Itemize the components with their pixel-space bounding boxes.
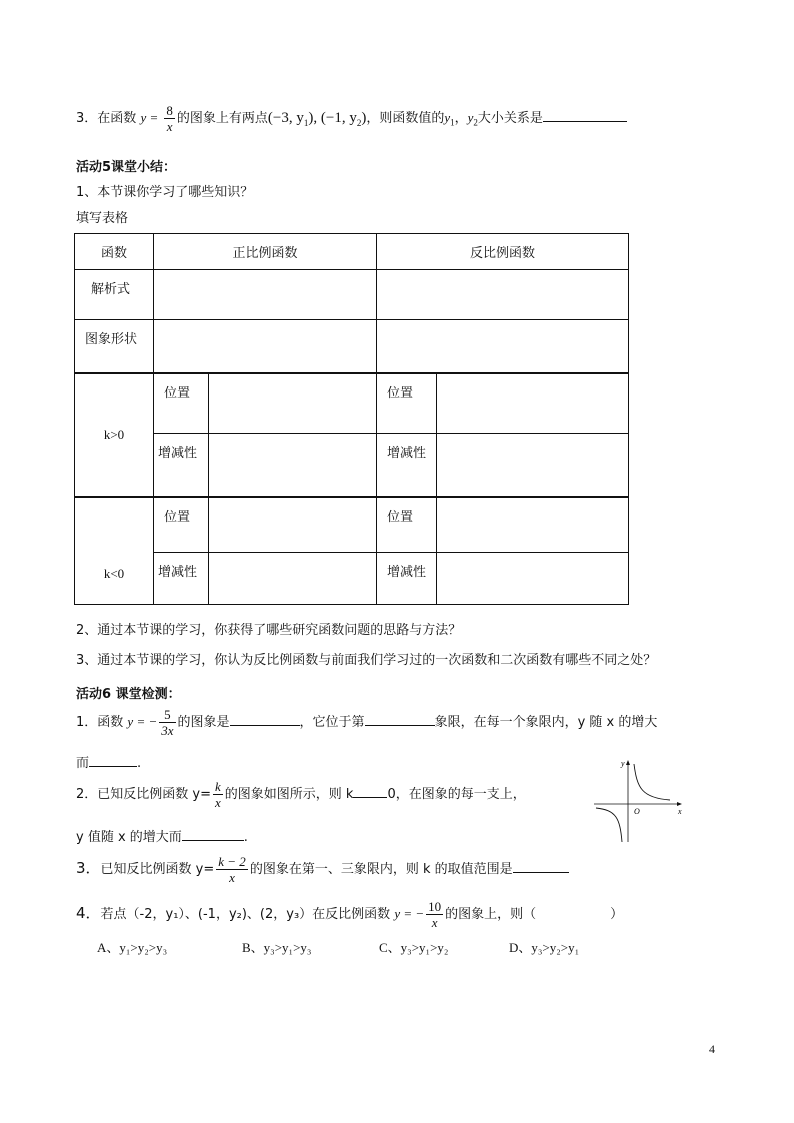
hyperbola-branch-q1 xyxy=(634,764,670,800)
cell-direct-shape[interactable] xyxy=(154,320,377,373)
activity-5-q1: 1、本节课你学习了哪些知识？ xyxy=(76,185,254,200)
inverse-pos-label: 位置 xyxy=(377,373,437,434)
row-shape-label: 图象形状 xyxy=(75,320,154,373)
fraction-k-over-x: $\frac{k}{x}$ xyxy=(215,779,221,810)
hyperbola-branch-q3 xyxy=(596,808,622,842)
cell-direct-pos-kpos[interactable] xyxy=(209,373,377,434)
cell-inverse-pos-kpos[interactable] xyxy=(437,373,629,434)
cell-inverse-mono-kneg[interactable] xyxy=(437,553,629,605)
inverse-pos-label-kneg: 位置 xyxy=(377,497,437,553)
fill-table-label: 填写表格 xyxy=(76,211,129,226)
direct-mono-label-kneg: 增减性 xyxy=(154,553,209,605)
test-question-2-cont: y 值随 x 的增大而 . xyxy=(76,826,248,845)
row-expression-label: 解析式 xyxy=(75,270,154,320)
y-axis-arrow xyxy=(626,760,630,765)
blank-k-sign[interactable] xyxy=(353,784,387,798)
k-negative-label: k<0 xyxy=(75,497,154,605)
comparison-table xyxy=(74,233,629,605)
summary-q2: 2、通过本节课的学习，你获得了哪些研究函数问题的思路与方法？ xyxy=(76,623,462,638)
blank-graph-type[interactable] xyxy=(230,712,300,726)
blank-trend[interactable] xyxy=(89,753,137,767)
option-b[interactable]: B、y₃>y₁>y₃ xyxy=(242,940,312,955)
cell-inverse-shape[interactable] xyxy=(377,320,629,373)
x-axis-arrow xyxy=(677,802,682,806)
header-function: 函数 xyxy=(75,234,154,270)
activity-6-title: 活动6 课堂检测： xyxy=(76,687,181,702)
summary-q3: 3、通过本节课的学习，你认为反比例函数与前面我们学习过的一次函数和二次函数有哪些不同之处？ xyxy=(76,653,657,668)
graph-origin-label: O xyxy=(634,807,640,816)
fraction-8-over-x: $\frac{8}{x}$ xyxy=(166,103,173,134)
header-direct-proportion: 正比例函数 xyxy=(154,234,377,270)
option-a[interactable]: A、y₁>y₂>y₃ xyxy=(97,940,168,955)
hyperbola-graph xyxy=(590,756,690,844)
blank-k-range[interactable] xyxy=(513,859,569,873)
cell-direct-mono-kneg[interactable] xyxy=(209,553,377,605)
direct-pos-label: 位置 xyxy=(154,373,209,434)
option-d[interactable]: D、y₃>y₂>y₁ xyxy=(509,940,580,955)
blank-quadrant[interactable] xyxy=(365,712,435,726)
question-3-top: 3．在函数 y = $\frac{8}{x}$ 的图象上有两点(−3, $y_1$), (−1, $y_2$)，则函数值的$y_1$，$y_2$大小关系是 xyxy=(76,104,627,133)
cell-direct-mono-kpos[interactable] xyxy=(209,434,377,497)
graph-x-label: x xyxy=(678,807,682,816)
graph-y-label: y xyxy=(621,759,625,768)
cell-inverse-expression[interactable] xyxy=(377,270,629,320)
inverse-mono-label: 增减性 xyxy=(377,434,437,497)
header-inverse-proportion: 反比例函数 xyxy=(377,234,629,270)
cell-inverse-pos-kneg[interactable] xyxy=(437,497,629,553)
fraction-k-minus-2-over-x: $\frac{k - 2}{x}$ xyxy=(218,854,246,885)
activity-5-title: 活动5课堂小结： xyxy=(76,160,177,175)
blank-y-trend[interactable] xyxy=(182,827,244,841)
page-number: 4 xyxy=(709,1042,715,1056)
direct-mono-label: 增减性 xyxy=(154,434,209,497)
fraction-10-over-x: $\frac{10}{x}$ xyxy=(428,899,442,930)
cell-direct-pos-kneg[interactable] xyxy=(209,497,377,553)
answer-blank[interactable] xyxy=(543,108,627,122)
test-question-2: 2．已知反比例函数 y= $\frac{k}{x}$ 的图象如图所示，则 k 0，在图象的每一支上， xyxy=(76,779,526,810)
cell-inverse-mono-kpos[interactable] xyxy=(437,434,629,497)
test-question-1-cont: 而 . xyxy=(76,752,141,771)
test-question-3: 3．已知反比例函数 y= $\frac{k - 2}{x}$ 的图象在第一、三象限内，则 k 的取值范围是 xyxy=(76,855,569,884)
k-positive-label: k>0 xyxy=(75,373,154,497)
inverse-mono-label-kneg: 增减性 xyxy=(377,553,437,605)
direct-pos-label-kneg: 位置 xyxy=(154,497,209,553)
fraction-5-over-3x: $\frac{5}{3x}$ xyxy=(161,707,174,738)
cell-direct-expression[interactable] xyxy=(154,270,377,320)
option-c[interactable]: C、y₃>y₁>y₂ xyxy=(379,940,449,955)
test-question-1: 1．函数 y = − $\frac{5}{3x}$ 的图象是 ，它位于第 象限，在每一个象限内，y 随 x 的增大 xyxy=(76,707,658,738)
test-question-4: 4．若点（-2，y₁）、(-1，y₂)、(2，y₃）在反比例函数 y = − $\frac{10}{x}$ 的图象上，则（ ） xyxy=(76,899,624,930)
